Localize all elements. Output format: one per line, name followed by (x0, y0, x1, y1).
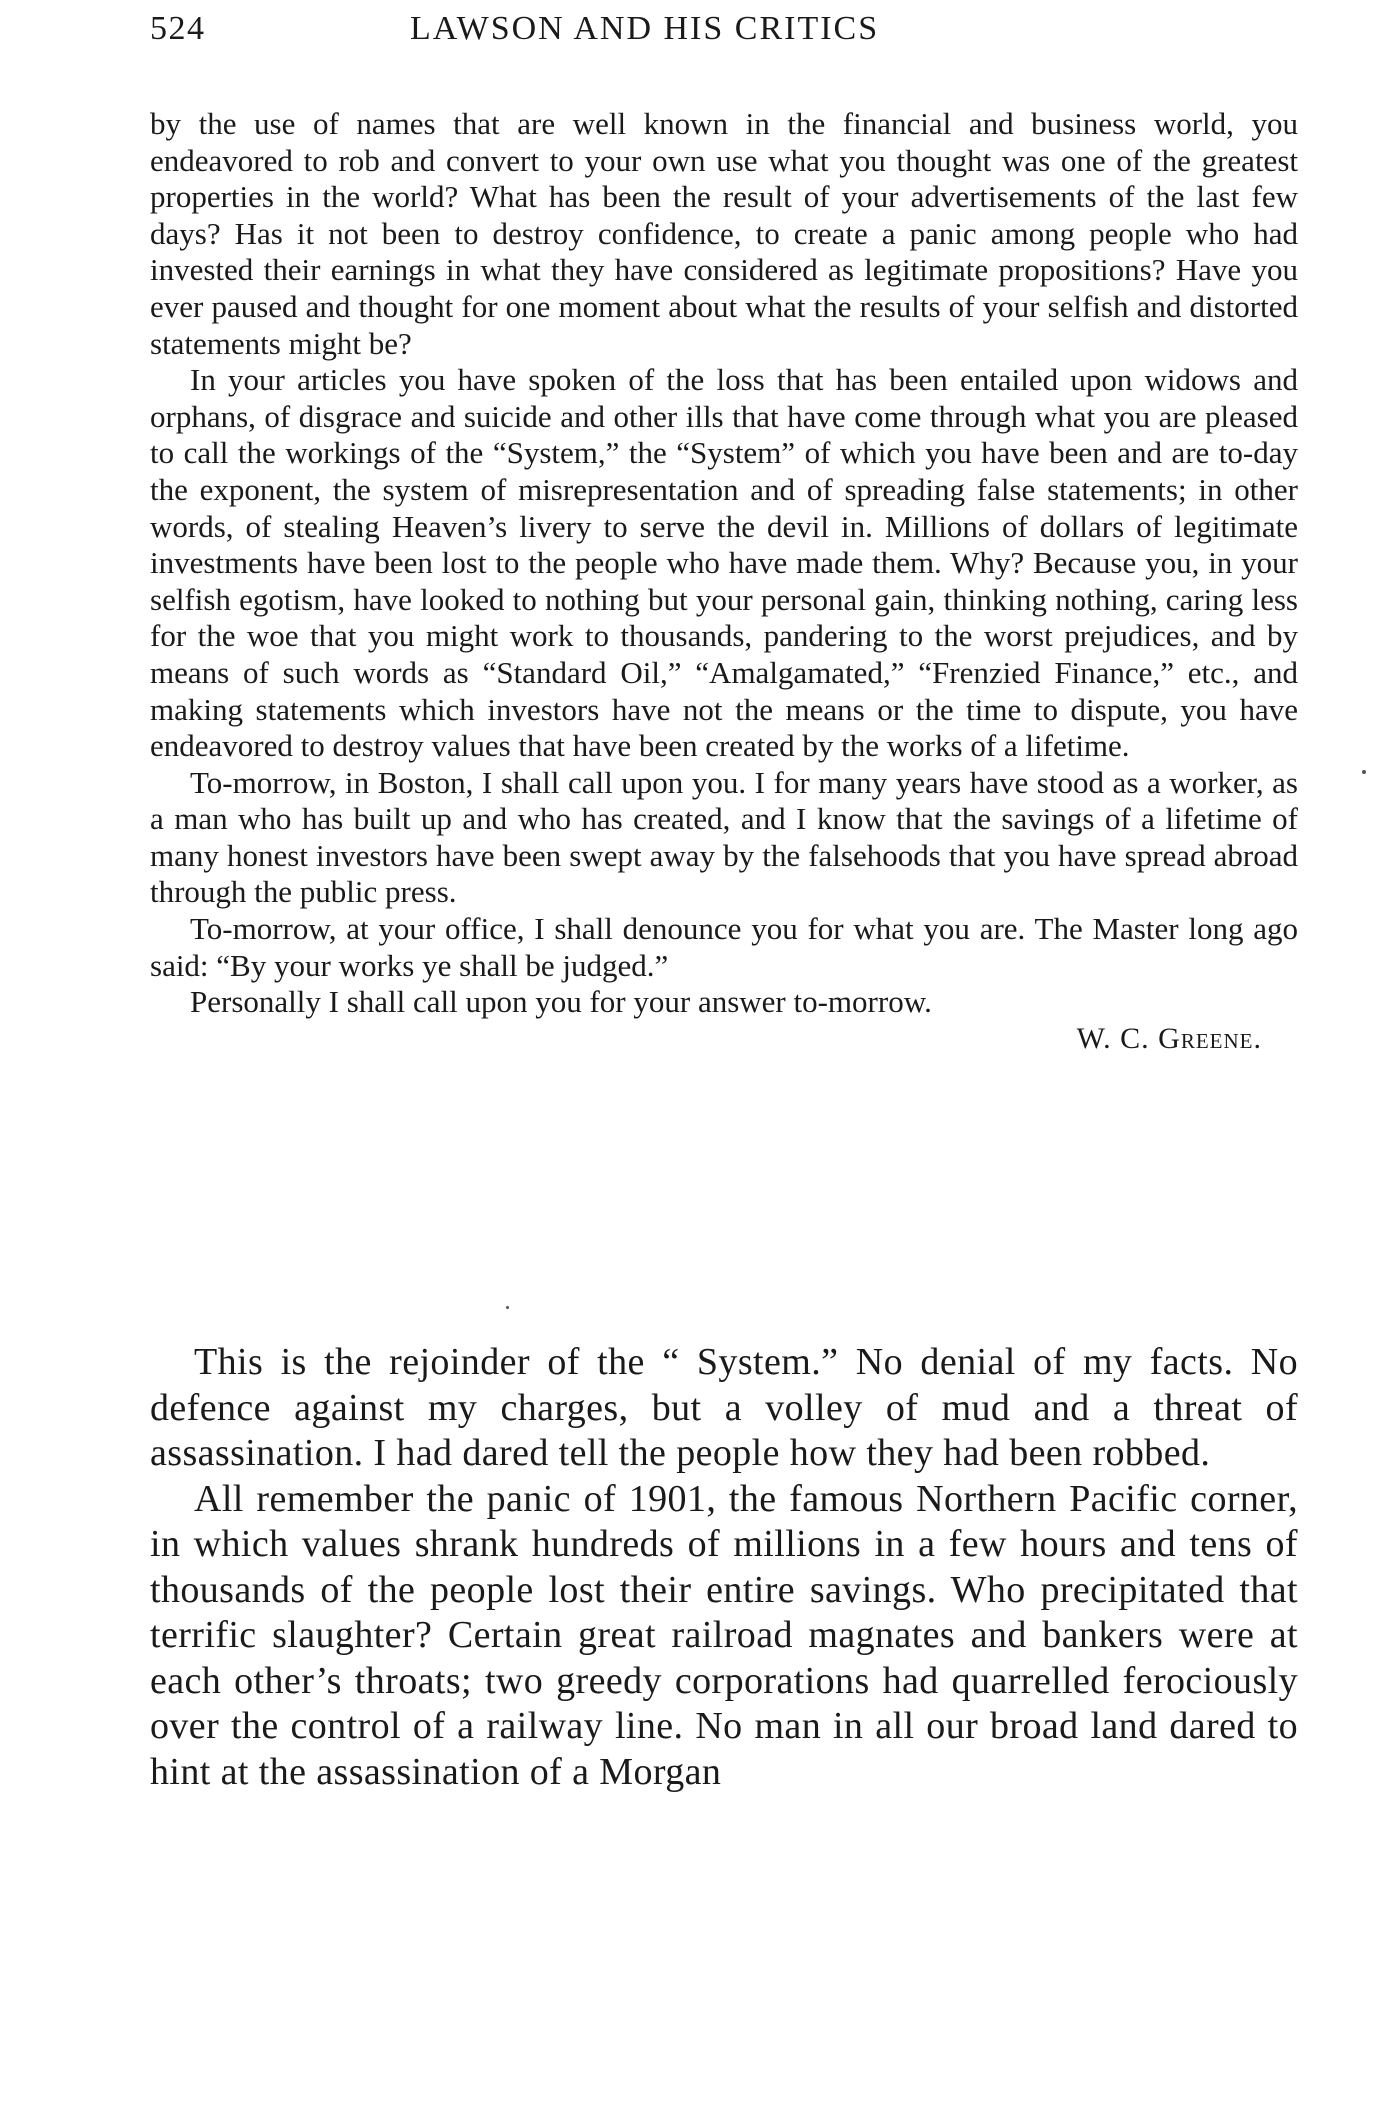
signature-text: W. C. Greene. (1076, 1021, 1262, 1055)
letter-paragraph-3: To-morrow, in Boston, I shall call upon you. I for many years have stood as a worker, as a man who has built up and who has created, and I know that the savings of a lifetime of many honest investors have been swept away by the falsehoods that you have spread abroad through the public press. (150, 764, 1298, 910)
body-paragraph-1: This is the rejoinder of the “ System.” No denial of my facts. No defence against my charges, but a volley of mud and a threat of assassination. I had dared tell the people how they had been robbed. (150, 1341, 1298, 1474)
print-speck (506, 1306, 509, 1309)
running-head (150, 10, 1300, 62)
letter-paragraph-1: by the use of names that are well known in the financial and business world, you endeavored to rob and convert to your own use what you thought was one of the greatest properties in the world? What has been the result of your advertisements of the last few days? Has it not been to destroy confidence, to create a panic among people who had invested their earnings in what they have considered as legitimate propositions? Have you ever paused and thought for one moment about what the results of your selfish and distorted statements might be? (150, 106, 1298, 361)
letter-signature (150, 1021, 1298, 1058)
print-speck (1362, 770, 1366, 774)
main-text (150, 1340, 1298, 1795)
letter-paragraph-4: To-morrow, at your office, I shall denounce you for what you are. The Master long ago said: “By your works ye shall be judged.” (150, 911, 1298, 983)
letter-paragraph-2: In your articles you have spoken of the loss that has been entailed upon widows and orphans, of disgrace and suicide and other ills that have come through what you are pleased to call the workings of the “System,” the “System” of which you have been and are to-day the exponent, the system of misrepresentation and of spreading false statements; in other words, of stealing Heaven’s livery to serve the devil in. Millions of dollars of legitimate investments have been lost to the people who have made them. Why? Because you, in your selfish egotism, have looked to nothing but your personal gain, thinking nothing, caring less for the woe that you might work to thousands, pandering to the worst prejudices, and by means of such words as “Standard Oil,” “Amalgamated,” “Frenzied Finance,” etc., and making statements which investors have not the means or the time to dispute, you have endeavored to destroy values that have been created by the works of a lifetime. (150, 362, 1298, 764)
running-title: LAWSON AND HIS CRITICS (410, 10, 880, 47)
body-paragraph-2: All remember the panic of 1901, the famous Northern Pacific corner, in which values shrank hundreds of millions in a few hours and tens of thousands of the people lost their entire savings. Who precipitated that terrific slaughter? Certain great railroad magnates and bankers were at each other’s throats; two greedy corporations had quarrelled ferociously over the control of a railway line. No man in all our broad land dared to hint at the assassination of a Morgan (150, 1477, 1298, 1793)
quoted-letter (150, 106, 1298, 1057)
page-number: 524 (150, 10, 206, 47)
letter-paragraph-5: Personally I shall call upon you for your answer to-morrow. (190, 984, 932, 1020)
